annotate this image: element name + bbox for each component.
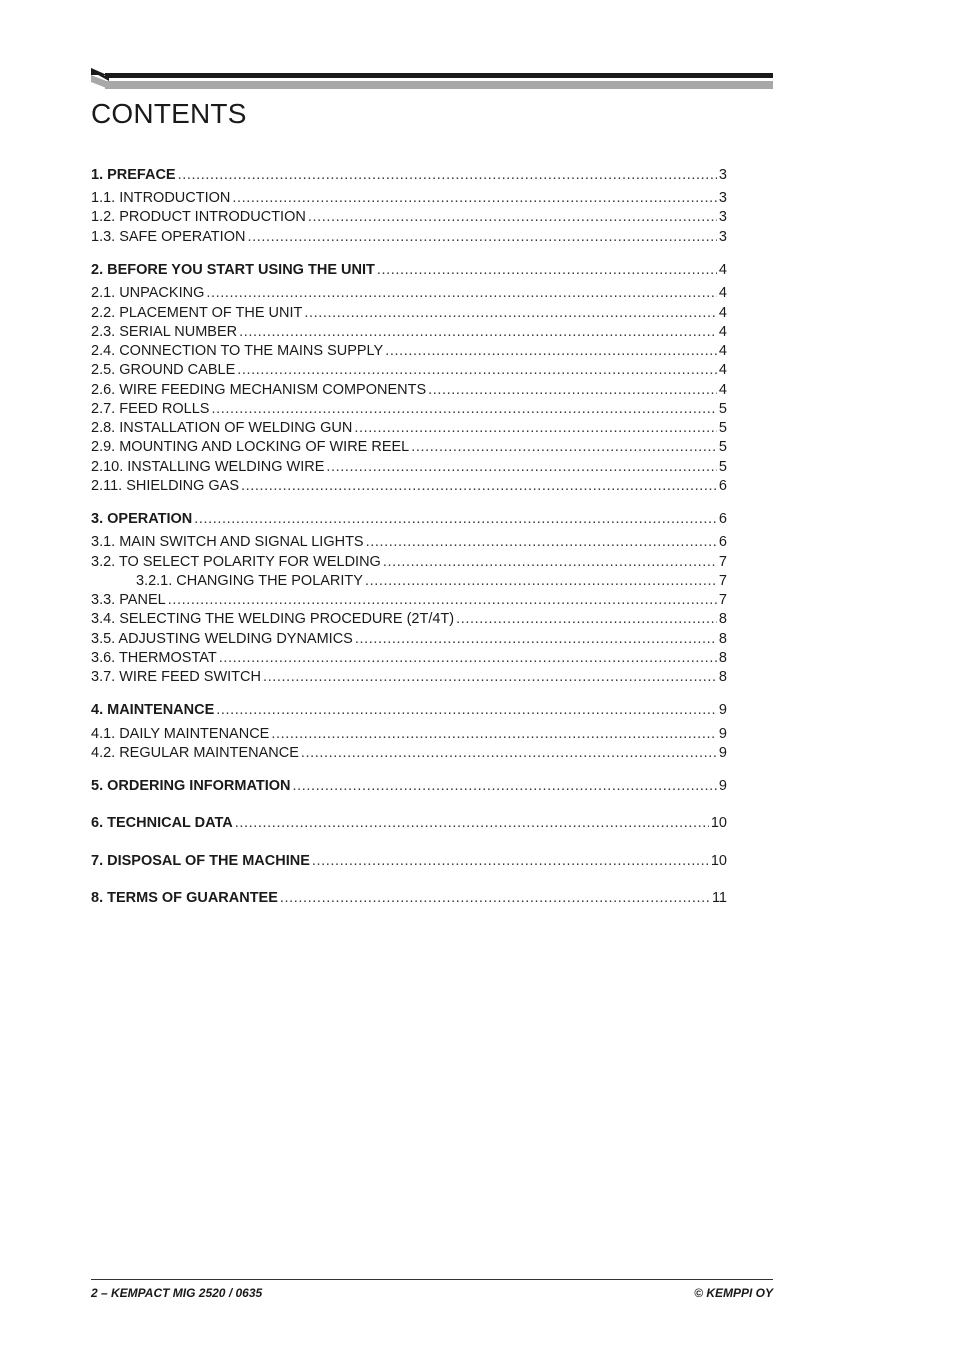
toc-page-number: 3 xyxy=(718,209,727,225)
toc-page-number: 9 xyxy=(718,745,727,761)
toc-entry-label: 3.7. WIRE FEED SWITCH xyxy=(91,669,261,685)
toc-entry-label: 4.2. REGULAR MAINTENANCE xyxy=(91,745,299,761)
toc-dot-leader xyxy=(383,553,717,571)
toc-page-number: 8 xyxy=(718,611,727,627)
toc-page-number: 8 xyxy=(718,669,727,685)
toc-page-number: 5 xyxy=(718,420,727,436)
toc-dot-leader xyxy=(456,610,717,628)
toc-section-entry[interactable] xyxy=(91,814,727,832)
toc-entry[interactable] xyxy=(91,208,727,226)
header-decorative-bar xyxy=(91,66,773,90)
toc-dot-leader xyxy=(366,533,717,551)
toc-entry-label: 2.7. FEED ROLLS xyxy=(91,401,210,417)
toc-dot-leader xyxy=(385,342,717,360)
toc-entry[interactable] xyxy=(91,381,727,399)
toc-dot-leader xyxy=(211,400,716,418)
toc-dot-leader xyxy=(237,361,717,379)
toc-entry-label: 1.1. INTRODUCTION xyxy=(91,190,231,206)
toc-dot-leader xyxy=(241,477,717,495)
toc-entry-label: 2. BEFORE YOU START USING THE UNIT xyxy=(91,262,375,278)
toc-entry-label: 2.11. SHIELDING GAS xyxy=(91,478,240,494)
toc-entry-label: 2.2. PLACEMENT OF THE UNIT xyxy=(91,305,303,321)
page-title: CONTENTS xyxy=(91,98,247,129)
toc-page-number: 4 xyxy=(718,324,727,340)
toc-dot-leader xyxy=(247,228,716,246)
toc-page-number: 4 xyxy=(718,305,727,321)
toc-dot-leader xyxy=(301,744,717,762)
toc-entry-label: 4. MAINTENANCE xyxy=(91,702,215,718)
toc-dot-leader xyxy=(206,284,717,302)
toc-entry[interactable] xyxy=(91,591,727,609)
toc-page-number: 5 xyxy=(718,439,727,455)
toc-dot-leader xyxy=(312,852,709,870)
toc-dot-leader xyxy=(168,591,717,609)
toc-entry-label: 3.3. PANEL xyxy=(91,592,166,608)
toc-dot-leader xyxy=(216,701,717,719)
toc-dot-leader xyxy=(365,572,717,590)
toc-entry-label: 3.6. THERMOSTAT xyxy=(91,650,217,666)
toc-page-number: 6 xyxy=(718,511,727,527)
toc-dot-leader xyxy=(411,438,717,456)
toc-entry-label: 2.9. MOUNTING AND LOCKING OF WIRE REEL xyxy=(91,439,410,455)
toc-page-number: 4 xyxy=(718,382,727,398)
toc-entry[interactable] xyxy=(91,725,727,743)
toc-entry[interactable] xyxy=(91,400,727,418)
toc-page-number: 10 xyxy=(710,815,727,831)
toc-section-entry[interactable] xyxy=(91,889,727,907)
toc-entry[interactable] xyxy=(91,361,727,379)
toc-entry-label: 4.1. DAILY MAINTENANCE xyxy=(91,726,270,742)
toc-dot-leader xyxy=(232,189,717,207)
toc-page-number: 9 xyxy=(718,726,727,742)
toc-entry-label: 3.4. SELECTING THE WELDING PROCEDURE (2T/4T) xyxy=(91,611,455,627)
toc-dot-leader xyxy=(326,458,717,476)
toc-entry[interactable] xyxy=(91,630,727,648)
toc-entry-label: 1.3. SAFE OPERATION xyxy=(91,229,246,245)
toc-dot-leader xyxy=(377,261,717,279)
footer-copyright: © KEMPPI OY xyxy=(694,1286,773,1300)
toc-entry-label: 1.2. PRODUCT INTRODUCTION xyxy=(91,209,306,225)
toc-entry-label: 3.2. TO SELECT POLARITY FOR WELDING xyxy=(91,554,381,570)
toc-entry[interactable] xyxy=(91,533,727,551)
toc-page-number: 9 xyxy=(718,702,727,718)
toc-entry[interactable] xyxy=(91,553,727,571)
toc-dot-leader xyxy=(239,323,717,341)
toc-entry-label: 6. TECHNICAL DATA xyxy=(91,815,233,831)
toc-page-number: 7 xyxy=(718,554,727,570)
toc-entry[interactable] xyxy=(91,572,727,590)
toc-entry-label: 3.2.1. CHANGING THE POLARITY xyxy=(136,573,363,589)
toc-entry-label: 5. ORDERING INFORMATION xyxy=(91,778,291,794)
toc-page-number: 8 xyxy=(718,631,727,647)
footer-document-id: 2 – KEMPACT MIG 2520 / 0635 xyxy=(91,1286,263,1300)
toc-entry-label: 3.1. MAIN SWITCH AND SIGNAL LIGHTS xyxy=(91,534,364,550)
toc-dot-leader xyxy=(194,510,717,528)
toc-dot-leader xyxy=(428,381,717,399)
toc-page-number: 9 xyxy=(718,778,727,794)
toc-entry-label: 2.1. UNPACKING xyxy=(91,285,205,301)
toc-page-number: 3 xyxy=(718,190,727,206)
toc-dot-leader xyxy=(308,208,717,226)
toc-page-number: 4 xyxy=(718,262,727,278)
toc-page-number: 5 xyxy=(718,459,727,475)
toc-dot-leader xyxy=(304,304,717,322)
toc-entry[interactable] xyxy=(91,304,727,322)
toc-entry-label: 3. OPERATION xyxy=(91,511,193,527)
toc-dot-leader xyxy=(280,889,710,907)
toc-entry-label: 1. PREFACE xyxy=(91,167,176,183)
toc-entry-label: 2.3. SERIAL NUMBER xyxy=(91,324,238,340)
toc-page-number: 4 xyxy=(718,285,727,301)
toc-section-entry[interactable] xyxy=(91,166,727,184)
toc-entry[interactable] xyxy=(91,342,727,360)
toc-page-number: 6 xyxy=(718,478,727,494)
toc-page-number: 3 xyxy=(718,167,727,183)
toc-entry-label: 2.6. WIRE FEEDING MECHANISM COMPONENTS xyxy=(91,382,427,398)
toc-entry-label: 2.5. GROUND CABLE xyxy=(91,362,236,378)
toc-entry[interactable] xyxy=(91,458,727,476)
toc-section-entry[interactable] xyxy=(91,852,727,870)
toc-section-entry[interactable] xyxy=(91,510,727,528)
toc-dot-leader xyxy=(354,419,717,437)
toc-dot-leader xyxy=(235,814,709,832)
toc-section-entry[interactable] xyxy=(91,777,727,795)
toc-page-number: 7 xyxy=(718,573,727,589)
toc-page-number: 3 xyxy=(718,229,727,245)
toc-entry[interactable] xyxy=(91,284,727,302)
toc-page-number: 7 xyxy=(718,592,727,608)
toc-page-number: 8 xyxy=(718,650,727,666)
toc-dot-leader xyxy=(355,630,717,648)
toc-entry[interactable] xyxy=(91,744,727,762)
toc-section-entry[interactable] xyxy=(91,701,727,719)
toc-entry[interactable] xyxy=(91,323,727,341)
toc-page-number: 6 xyxy=(718,534,727,550)
toc-entry-label: 2.4. CONNECTION TO THE MAINS SUPPLY xyxy=(91,343,384,359)
toc-dot-leader xyxy=(271,725,717,743)
footer-rule xyxy=(91,1279,773,1280)
toc-entry-label: 2.8. INSTALLATION OF WELDING GUN xyxy=(91,420,353,436)
toc-section-entry[interactable] xyxy=(91,261,727,279)
toc-dot-leader xyxy=(178,166,717,184)
toc-page-number: 10 xyxy=(710,853,727,869)
toc-entry[interactable] xyxy=(91,668,727,686)
toc-dot-leader xyxy=(219,649,717,667)
toc-entry[interactable] xyxy=(91,610,727,628)
toc-entry[interactable] xyxy=(91,419,727,437)
toc-dot-leader xyxy=(263,668,717,686)
toc-page-number: 11 xyxy=(711,890,727,906)
toc-entry[interactable] xyxy=(91,438,727,456)
toc-entry[interactable] xyxy=(91,189,727,207)
toc-page-number: 5 xyxy=(718,401,727,417)
toc-dot-leader xyxy=(293,777,717,795)
toc-entry[interactable] xyxy=(91,477,727,495)
toc-entry[interactable] xyxy=(91,228,727,246)
toc-entry-label: 8. TERMS OF GUARANTEE xyxy=(91,890,278,906)
toc-entry-label: 3.5. ADJUSTING WELDING DYNAMICS xyxy=(91,631,353,647)
toc-entry[interactable] xyxy=(91,649,727,667)
toc-page-number: 4 xyxy=(718,343,727,359)
toc-entry-label: 7. DISPOSAL OF THE MACHINE xyxy=(91,853,310,869)
toc-entry-label: 2.10. INSTALLING WELDING WIRE xyxy=(91,459,325,475)
toc-page-number: 4 xyxy=(718,362,727,378)
